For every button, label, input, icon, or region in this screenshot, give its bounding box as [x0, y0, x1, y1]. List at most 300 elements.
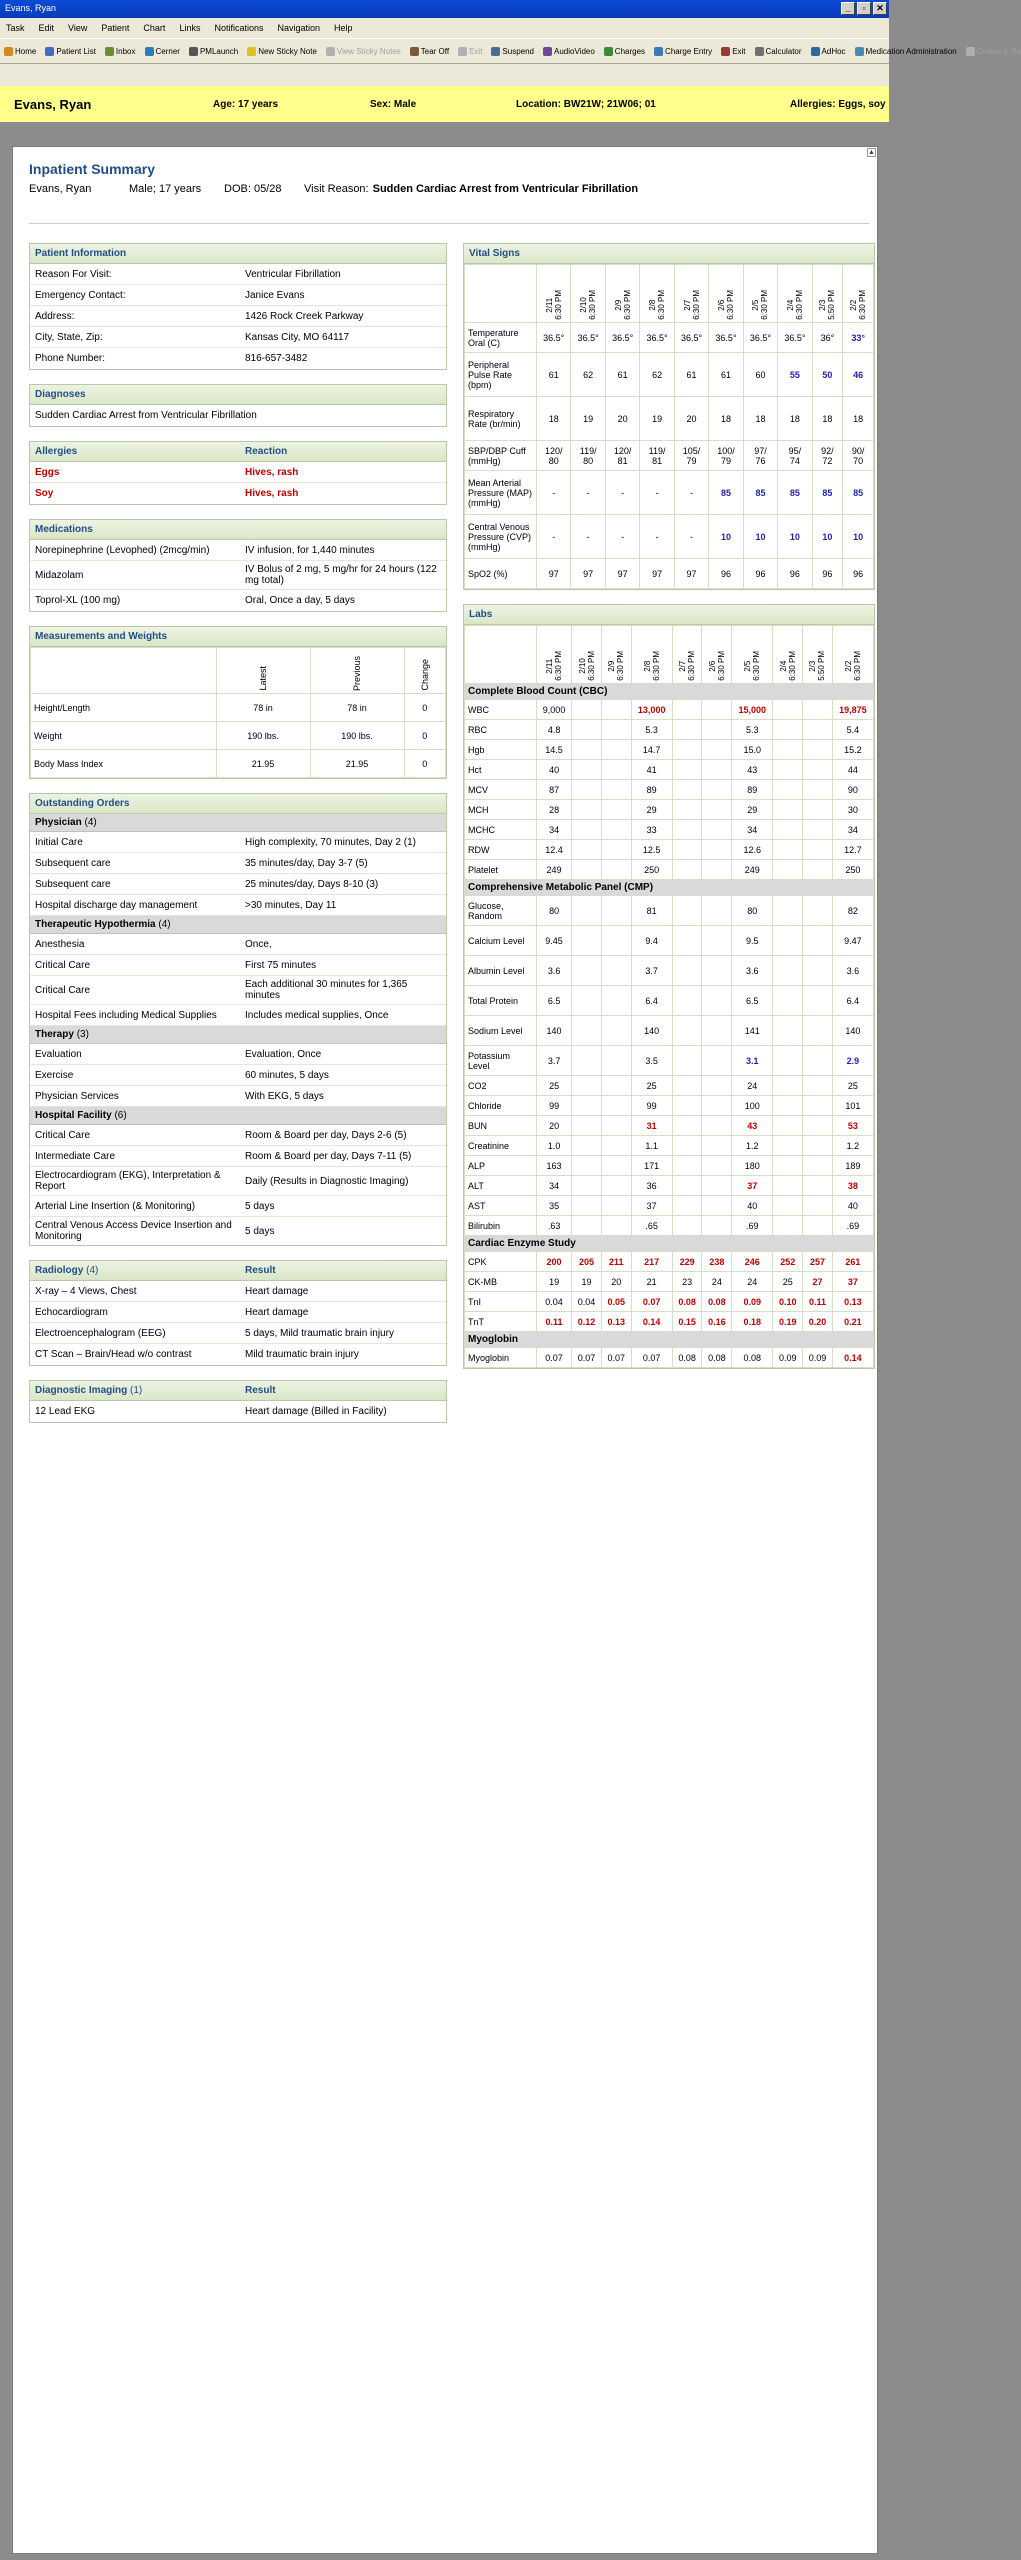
lab-value: 3.7: [631, 956, 672, 986]
lab-label: Creatinine: [465, 1136, 537, 1156]
menu-item-view[interactable]: View: [68, 23, 88, 33]
lab-value: [803, 840, 833, 860]
toolbar-button-new-sticky-note[interactable]: [247, 47, 317, 56]
lab-value: 249: [732, 860, 773, 880]
menu-item-help[interactable]: Help: [334, 23, 353, 33]
vital-value: 18: [843, 397, 874, 441]
order-group-header: [30, 1026, 446, 1044]
lab-value: [672, 1196, 702, 1216]
order-group-header: [30, 814, 446, 832]
lab-value: [672, 720, 702, 740]
section-count: (1): [130, 1385, 143, 1396]
lab-value: 9.45: [537, 926, 572, 956]
lab-label: BUN: [465, 1116, 537, 1136]
toolbar-button-label: Orders & Re: [976, 46, 1021, 56]
lab-value: .63: [537, 1216, 572, 1236]
lab-value: [601, 780, 631, 800]
toolbar-button-audiovideo[interactable]: [543, 47, 595, 56]
lab-value: [572, 1136, 602, 1156]
menu-item-chart[interactable]: Chart: [143, 23, 166, 33]
lab-value: 80: [732, 896, 773, 926]
column-header-text: Latest: [258, 666, 269, 691]
page-title: Inpatient Summary: [29, 161, 156, 177]
lab-value: [601, 800, 631, 820]
lab-group-name: Myoglobin: [465, 1332, 874, 1348]
vital-value: 61: [537, 353, 571, 397]
toolbar-button-view-sticky-notes[interactable]: [326, 47, 401, 56]
date-header-text: 2/10 6:30 PM: [579, 290, 598, 320]
lab-value: 0.09: [732, 1292, 773, 1312]
lab-label: ALT: [465, 1176, 537, 1196]
vital-row: [465, 515, 874, 559]
measurement-column-header: [310, 648, 404, 694]
lab-value: 0.15: [672, 1312, 702, 1332]
lab-value: [773, 986, 803, 1016]
lab-value: 0.08: [702, 1292, 732, 1312]
vital-row: [465, 397, 874, 441]
date-column-header: [732, 626, 773, 684]
order-row: [30, 1044, 446, 1065]
imaging-row: [30, 1401, 446, 1422]
close-button[interactable]: ✕: [873, 2, 887, 15]
measurement-row: [31, 694, 446, 722]
lab-value: 0.18: [732, 1312, 773, 1332]
lab-value: 252: [773, 1252, 803, 1272]
lab-value: 44: [832, 760, 873, 780]
lab-value: 141: [732, 1016, 773, 1046]
lab-value: [601, 1076, 631, 1096]
order-group-name: Therapy: [35, 1029, 74, 1040]
lab-value: 261: [832, 1252, 873, 1272]
section-title-wrap: [35, 1265, 245, 1276]
lab-value: [702, 1016, 732, 1046]
lab-value: 189: [832, 1156, 873, 1176]
lab-value: [803, 1176, 833, 1196]
lab-value: 40: [832, 1196, 873, 1216]
measurement-value: 0: [404, 750, 445, 778]
suspend-icon: [491, 47, 500, 56]
measurements-section: [29, 626, 447, 779]
lab-label: AST: [465, 1196, 537, 1216]
lab-value: 0.12: [572, 1312, 602, 1332]
vital-value: 85: [709, 471, 743, 515]
lab-value: 23: [672, 1272, 702, 1292]
row-value: 35 minutes/day, Day 3-7 (5): [245, 857, 368, 869]
lab-value: 19,875: [832, 700, 873, 720]
lab-value: 0.08: [732, 1348, 773, 1368]
lab-value: 2.9: [832, 1046, 873, 1076]
lab-value: 250: [832, 860, 873, 880]
lab-label: MCH: [465, 800, 537, 820]
vital-signs-table: [464, 264, 874, 589]
vital-value: 120/ 81: [605, 441, 639, 471]
date-header-text: 2/7 6:30 PM: [682, 290, 701, 320]
lab-row: [465, 1136, 874, 1156]
date-column-header: [709, 265, 743, 323]
order-row: [30, 1065, 446, 1086]
row-label: Critical Care: [35, 959, 91, 971]
lab-value: [672, 1216, 702, 1236]
measurement-value: 78 in: [216, 694, 310, 722]
lab-row: [465, 1176, 874, 1196]
vital-value: 85: [778, 471, 812, 515]
lab-value: [773, 720, 803, 740]
measurement-value: 0: [404, 722, 445, 750]
lab-value: [773, 956, 803, 986]
lab-group-header: [465, 684, 874, 700]
vital-value: 85: [843, 471, 874, 515]
toolbar-button-suspend[interactable]: [491, 47, 534, 56]
lab-value: [572, 720, 602, 740]
date-column-header: [674, 265, 708, 323]
lab-value: [773, 1076, 803, 1096]
row-label: X-ray – 4 Views, Chest: [35, 1285, 137, 1297]
lab-value: 90: [832, 780, 873, 800]
vital-value: 85: [743, 471, 777, 515]
lab-value: [773, 840, 803, 860]
lab-value: 34: [832, 820, 873, 840]
row-label: Physician Services: [35, 1090, 119, 1102]
row-label: Evaluation: [35, 1048, 82, 1060]
toolbar-button-label: Exit: [469, 46, 483, 56]
lab-value: 9.4: [631, 926, 672, 956]
lab-value: 0.09: [773, 1348, 803, 1368]
date-header-row: [465, 265, 874, 323]
vital-value: 96: [843, 559, 874, 589]
toolbar-button-medication-administration[interactable]: [855, 47, 957, 56]
order-row: [30, 1167, 446, 1196]
lab-value: .65: [631, 1216, 672, 1236]
lab-row: [465, 1196, 874, 1216]
order-row: [30, 895, 446, 916]
row-value: Daily (Results in Diagnostic Imaging): [245, 1175, 409, 1187]
vital-value: -: [674, 471, 708, 515]
lab-value: .69: [832, 1216, 873, 1236]
lab-value: [672, 1116, 702, 1136]
vital-value: 10: [812, 515, 843, 559]
vital-row: [465, 353, 874, 397]
vital-value: 105/ 79: [674, 441, 708, 471]
toolbar-button-charge-entry[interactable]: [654, 47, 712, 56]
date-column-header: [743, 265, 777, 323]
lab-value: [601, 840, 631, 860]
order-row: [30, 1146, 446, 1167]
row-label: Phone Number:: [35, 353, 106, 364]
row-value: Heart damage: [245, 1306, 309, 1318]
blank-header: [465, 626, 537, 684]
lab-value: 0.16: [702, 1312, 732, 1332]
row-value: Room & Board per day, Days 7-11 (5): [245, 1150, 412, 1162]
lab-value: [572, 1156, 602, 1176]
vital-value: 18: [778, 397, 812, 441]
lab-row: [465, 1292, 874, 1312]
toolbar-button-label: Patient List: [56, 46, 96, 56]
menu-item-patient[interactable]: Patient: [101, 23, 130, 33]
lab-value: [702, 1046, 732, 1076]
lab-value: [601, 986, 631, 1016]
lab-value: [601, 1116, 631, 1136]
lab-value: 0.04: [537, 1292, 572, 1312]
lab-value: [702, 760, 732, 780]
summary-visit-reason: Sudden Cardiac Arrest from Ventricular Fibrillation: [372, 183, 639, 195]
lab-label: TnI: [465, 1292, 537, 1312]
vital-label: Peripheral Pulse Rate (bpm): [465, 353, 537, 397]
lab-row: [465, 1116, 874, 1136]
summary-visit-label: Visit Reason:: [304, 183, 369, 195]
lab-value: [601, 1216, 631, 1236]
lab-row: [465, 1046, 874, 1076]
lab-value: 34: [537, 1176, 572, 1196]
orders-icon: [966, 47, 975, 56]
lab-row: [465, 1252, 874, 1272]
lab-value: 211: [601, 1252, 631, 1272]
vital-value: 18: [537, 397, 571, 441]
lab-value: [702, 1156, 732, 1176]
menu-item-task[interactable]: Task: [6, 23, 25, 33]
window-titlebar: [0, 0, 889, 18]
row-value: First 75 minutes: [245, 959, 317, 971]
toolbar-button-label: Charges: [614, 46, 646, 56]
row-label: Electrocardiogram (EKG), Interpretation & Report: [35, 1170, 221, 1192]
order-group-count: (4): [84, 817, 97, 828]
date-column-header: [537, 265, 571, 323]
lab-value: [601, 1046, 631, 1076]
measurement-value: 78 in: [310, 694, 404, 722]
toolbar-button-orders-re[interactable]: [966, 47, 1021, 56]
medication-row: [30, 590, 446, 611]
section-title: Outstanding Orders: [30, 794, 446, 814]
vital-value: 18: [709, 397, 743, 441]
medications-section: [29, 519, 447, 612]
lab-value: 9.47: [832, 926, 873, 956]
vital-signs-section: [463, 243, 875, 590]
order-group-header: [30, 916, 446, 934]
lab-value: 163: [537, 1156, 572, 1176]
toolbar-button-label: PMLaunch: [199, 46, 239, 56]
toolbar-button-inbox[interactable]: [105, 47, 136, 56]
lab-value: [672, 780, 702, 800]
toolbar-button-exit[interactable]: [458, 47, 482, 56]
toolbar-button-charges[interactable]: [604, 47, 645, 56]
date-column-header: [812, 265, 843, 323]
exit-icon: [458, 47, 467, 56]
lab-value: [672, 896, 702, 926]
restore-button[interactable]: ▫: [857, 2, 871, 15]
panel-scroll-up-icon[interactable]: ▲: [868, 149, 875, 156]
toolbar-spacer: [0, 64, 889, 86]
vital-value: -: [537, 515, 571, 559]
lab-value: [601, 1156, 631, 1176]
lab-value: [572, 896, 602, 926]
measurement-column-header: [216, 648, 310, 694]
vital-value: -: [537, 471, 571, 515]
section-count: (4): [86, 1265, 99, 1276]
lab-value: [702, 1096, 732, 1116]
vital-value: -: [640, 471, 674, 515]
lab-value: [672, 700, 702, 720]
vital-value: 100/ 79: [709, 441, 743, 471]
lab-value: [672, 1046, 702, 1076]
toolbar-button-label: View Sticky Notes: [336, 46, 401, 56]
section-title: Patient Information: [30, 244, 446, 264]
lab-value: [702, 820, 732, 840]
row-label: Hospital discharge day management: [35, 899, 198, 911]
row-label: Critical Care: [35, 1129, 91, 1141]
vital-row: [465, 323, 874, 353]
lab-value: [773, 860, 803, 880]
lab-value: [672, 820, 702, 840]
vital-value: 62: [571, 353, 605, 397]
lab-value: 35: [537, 1196, 572, 1216]
lab-value: [773, 1136, 803, 1156]
menu-item-links[interactable]: Links: [179, 23, 201, 33]
lab-value: 0.19: [773, 1312, 803, 1332]
date-column-header: [631, 626, 672, 684]
patient-info-row: [30, 348, 446, 369]
lab-row: [465, 896, 874, 926]
lab-value: 99: [537, 1096, 572, 1116]
radiology-row: [30, 1302, 446, 1323]
lab-row: [465, 956, 874, 986]
lab-value: [803, 760, 833, 780]
order-row: [30, 934, 446, 955]
lab-value: 0.13: [601, 1312, 631, 1332]
section-title: Diagnoses: [30, 385, 446, 405]
row-value: Evaluation, Once: [245, 1048, 322, 1060]
order-row: [30, 1196, 446, 1217]
charges-icon: [604, 47, 613, 56]
lab-value: 1.1: [631, 1136, 672, 1156]
lab-value: 12.7: [832, 840, 873, 860]
order-group-name: Hospital Facility: [35, 1110, 112, 1121]
vital-value: 50: [812, 353, 843, 397]
order-row: [30, 955, 446, 976]
lab-value: 4.8: [537, 720, 572, 740]
section-title-wrap: [35, 1385, 245, 1396]
menu-item-edit[interactable]: Edit: [38, 23, 55, 33]
lab-value: 0.13: [832, 1292, 873, 1312]
measurement-value: 0: [404, 694, 445, 722]
lab-value: 12.4: [537, 840, 572, 860]
lab-value: [773, 800, 803, 820]
lab-value: 29: [631, 800, 672, 820]
lab-value: 12.5: [631, 840, 672, 860]
summary-panel: [12, 146, 878, 2554]
lab-value: [702, 1196, 732, 1216]
lab-value: 5.3: [631, 720, 672, 740]
lab-value: 19: [572, 1272, 602, 1292]
toolbar-button-adhoc[interactable]: [811, 47, 846, 56]
lab-value: 25: [537, 1076, 572, 1096]
lab-row: [465, 760, 874, 780]
vital-value: -: [571, 471, 605, 515]
lab-value: [773, 1216, 803, 1236]
lab-value: [672, 840, 702, 860]
measurement-value: 21.95: [216, 750, 310, 778]
vital-label: SBP/DBP Cuff (mmHg): [465, 441, 537, 471]
lab-value: [702, 1136, 732, 1156]
row-value: Ventricular Fibrillation: [245, 268, 341, 280]
allergy-row: [30, 462, 446, 483]
toolbar-button-pmlaunch[interactable]: [189, 47, 238, 56]
toolbar-button-patient-list[interactable]: [45, 47, 96, 56]
lab-value: [803, 1216, 833, 1236]
lab-value: [803, 860, 833, 880]
toolbar-button-label: Charge Entry: [665, 46, 713, 56]
lab-value: 0.07: [601, 1348, 631, 1368]
vital-value: 97: [605, 559, 639, 589]
lab-value: [601, 700, 631, 720]
row-value: IV infusion, for 1,440 minutes: [245, 544, 375, 556]
blank-header: [31, 648, 217, 694]
lab-value: 171: [631, 1156, 672, 1176]
toolbar-button-tear-off[interactable]: [410, 47, 449, 56]
minimize-button[interactable]: _: [841, 2, 855, 15]
lab-value: 3.6: [732, 956, 773, 986]
date-header-text: 2/3 5:50 PM: [808, 651, 827, 681]
lab-label: Hgb: [465, 740, 537, 760]
date-column-header: [832, 626, 873, 684]
vital-value: 97: [537, 559, 571, 589]
lab-value: [672, 860, 702, 880]
lab-value: 229: [672, 1252, 702, 1272]
row-label: Soy: [35, 488, 54, 499]
vital-value: 62: [640, 353, 674, 397]
row-value: Each additional 30 minutes for 1,365 minutes: [245, 979, 408, 1001]
row-label: Toprol-XL (100 mg): [35, 595, 121, 606]
lab-value: 180: [732, 1156, 773, 1176]
toolbar-button-calculator[interactable]: [755, 47, 802, 56]
measurement-row: [31, 750, 446, 778]
row-label: Electroencephalogram (EEG): [35, 1327, 166, 1339]
lab-value: [572, 1196, 602, 1216]
lab-value: 14.5: [537, 740, 572, 760]
menu-item-notifications[interactable]: Notifications: [214, 23, 264, 33]
lab-value: 0.08: [702, 1348, 732, 1368]
lab-value: 40: [537, 760, 572, 780]
labs-table: [464, 625, 874, 1368]
patient-banner: [0, 86, 889, 122]
lab-value: 37: [732, 1176, 773, 1196]
toolbar-button-cerner[interactable]: [145, 47, 180, 56]
menu-item-navigation[interactable]: Navigation: [277, 23, 321, 33]
vital-value: 10: [843, 515, 874, 559]
lab-value: [803, 740, 833, 760]
row-label: Echocardiogram: [35, 1306, 108, 1318]
toolbar-button-label: Inbox: [115, 46, 136, 56]
lab-value: [572, 700, 602, 720]
lab-label: Calcium Level: [465, 926, 537, 956]
row-label: Intermediate Care: [35, 1150, 116, 1162]
row-label: Midazolam: [35, 569, 84, 581]
lab-value: [773, 1116, 803, 1136]
lab-value: [601, 926, 631, 956]
lab-value: [572, 780, 602, 800]
date-header-text: 2/7 6:30 PM: [678, 651, 697, 681]
divider-band: [0, 122, 889, 146]
date-header-text: 2/4 6:30 PM: [785, 290, 804, 320]
measurements-table: [30, 647, 446, 778]
lab-value: [601, 760, 631, 780]
lab-value: [702, 780, 732, 800]
row-label: Address:: [35, 310, 75, 322]
section-title: Allergies: [35, 446, 78, 457]
toolbar-button-home[interactable]: [4, 47, 36, 56]
toolbar-button-exit[interactable]: [721, 47, 745, 56]
lab-row: [465, 800, 874, 820]
lab-value: 238: [702, 1252, 732, 1272]
date-header-text: 2/2 6:30 PM: [843, 651, 862, 681]
